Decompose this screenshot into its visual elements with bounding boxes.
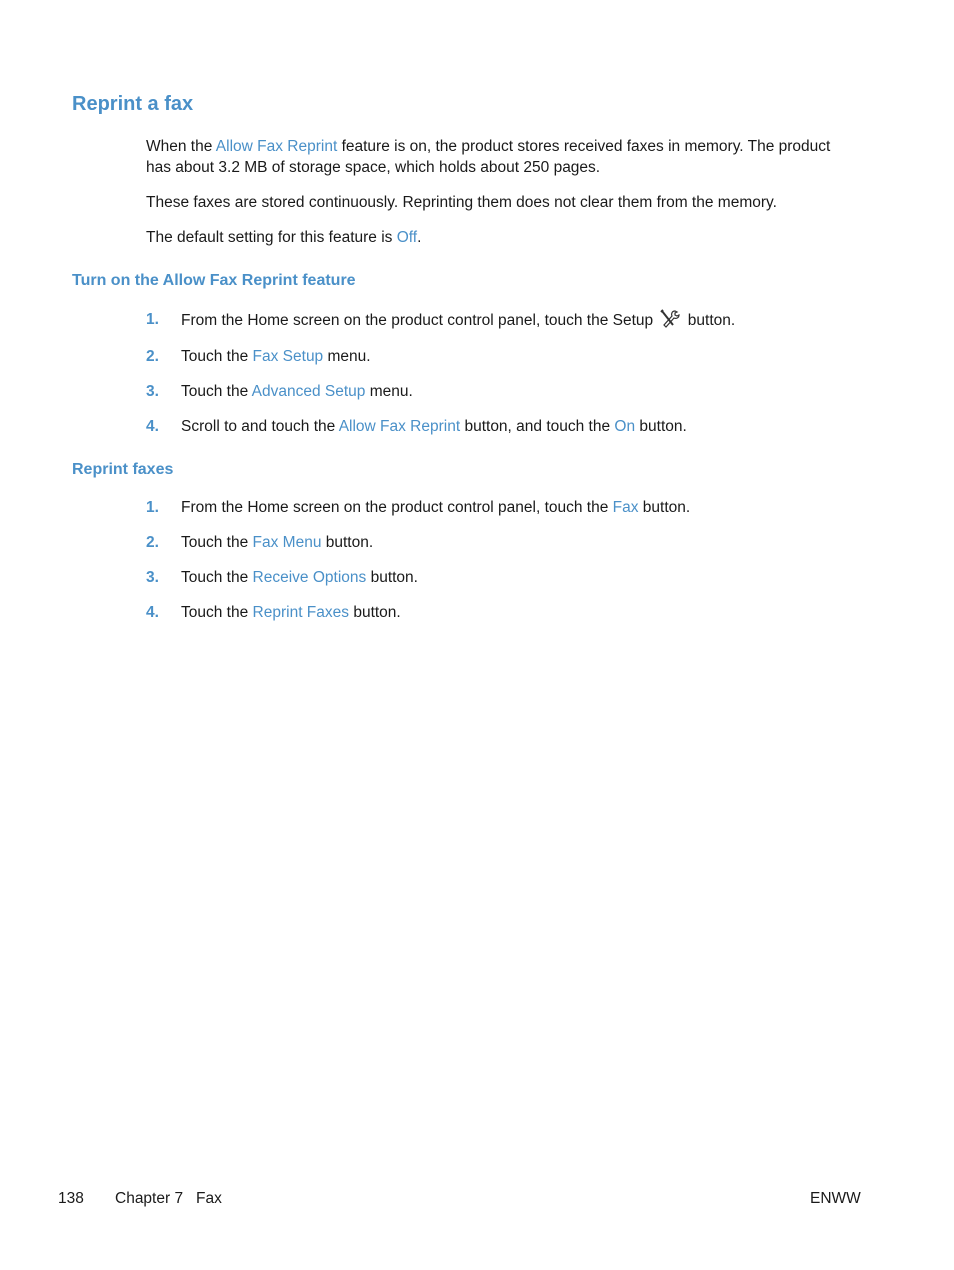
intro-text: feature is on, the product stores received faxes in memory. The product [337, 138, 831, 155]
reprint-faxes-link[interactable]: Reprint Faxes [252, 604, 350, 621]
step-number: 1. [146, 311, 159, 328]
step-number: 3. [146, 383, 159, 400]
step-number: 2. [146, 534, 159, 551]
allow-fax-reprint-link[interactable]: Allow Fax Reprint [338, 418, 461, 435]
wrench-screwdriver-icon [659, 309, 681, 329]
intro-paragraph-3 [146, 227, 846, 248]
step-number: 4. [146, 604, 159, 621]
section-heading: Reprint a fax [72, 93, 194, 115]
intro-text: The default setting for this feature is [146, 229, 397, 246]
step-number: 3. [146, 569, 159, 586]
step-text: Touch the Advanced Setup menu. [181, 383, 413, 400]
step-text: Touch the Fax Setup menu. [181, 348, 371, 365]
step-number: 2. [146, 348, 159, 365]
step-number: 4. [146, 418, 159, 435]
step-number: 1. [146, 499, 159, 516]
fax-setup-link[interactable]: Fax Setup [252, 348, 324, 365]
intro-text: When the [146, 138, 216, 155]
fax-link[interactable]: Fax [612, 499, 639, 516]
intro-text: has about 3.2 MB of storage space, which holds about 250 pages. [146, 159, 601, 176]
step-text: Touch the Receive Options button. [181, 569, 418, 586]
intro-paragraph-1 [146, 136, 846, 178]
intro-paragraph-2: These faxes are stored continuously. Reprinting them does not clear them from the memory. [146, 194, 777, 211]
page-number: 138 [58, 1190, 84, 1207]
step-text: Scroll to and touch the Allow Fax Reprint button, and touch the On button. [181, 418, 687, 435]
step-text: From the Home screen on the product control panel, touch the Setup button. [181, 309, 735, 331]
step-text: Touch the Reprint Faxes button. [181, 604, 401, 621]
fax-menu-link[interactable]: Fax Menu [252, 534, 322, 551]
subsection-heading-turn-on: Turn on the Allow Fax Reprint feature [72, 272, 356, 289]
advanced-setup-link[interactable]: Advanced Setup [251, 383, 366, 400]
on-link[interactable]: On [614, 418, 636, 435]
receive-options-link[interactable]: Receive Options [252, 569, 367, 586]
chapter-label: Chapter 7 Fax [115, 1190, 222, 1207]
subsection-heading-reprint-faxes: Reprint faxes [72, 461, 174, 478]
intro-text: . [417, 229, 422, 246]
off-link[interactable]: Off [396, 229, 418, 246]
allow-fax-reprint-link[interactable]: Allow Fax Reprint [215, 138, 338, 155]
step-text: From the Home screen on the product control panel, touch the Fax button. [181, 499, 691, 516]
step-text: Touch the Fax Menu button. [181, 534, 374, 551]
footer-right-label: ENWW [810, 1190, 861, 1207]
